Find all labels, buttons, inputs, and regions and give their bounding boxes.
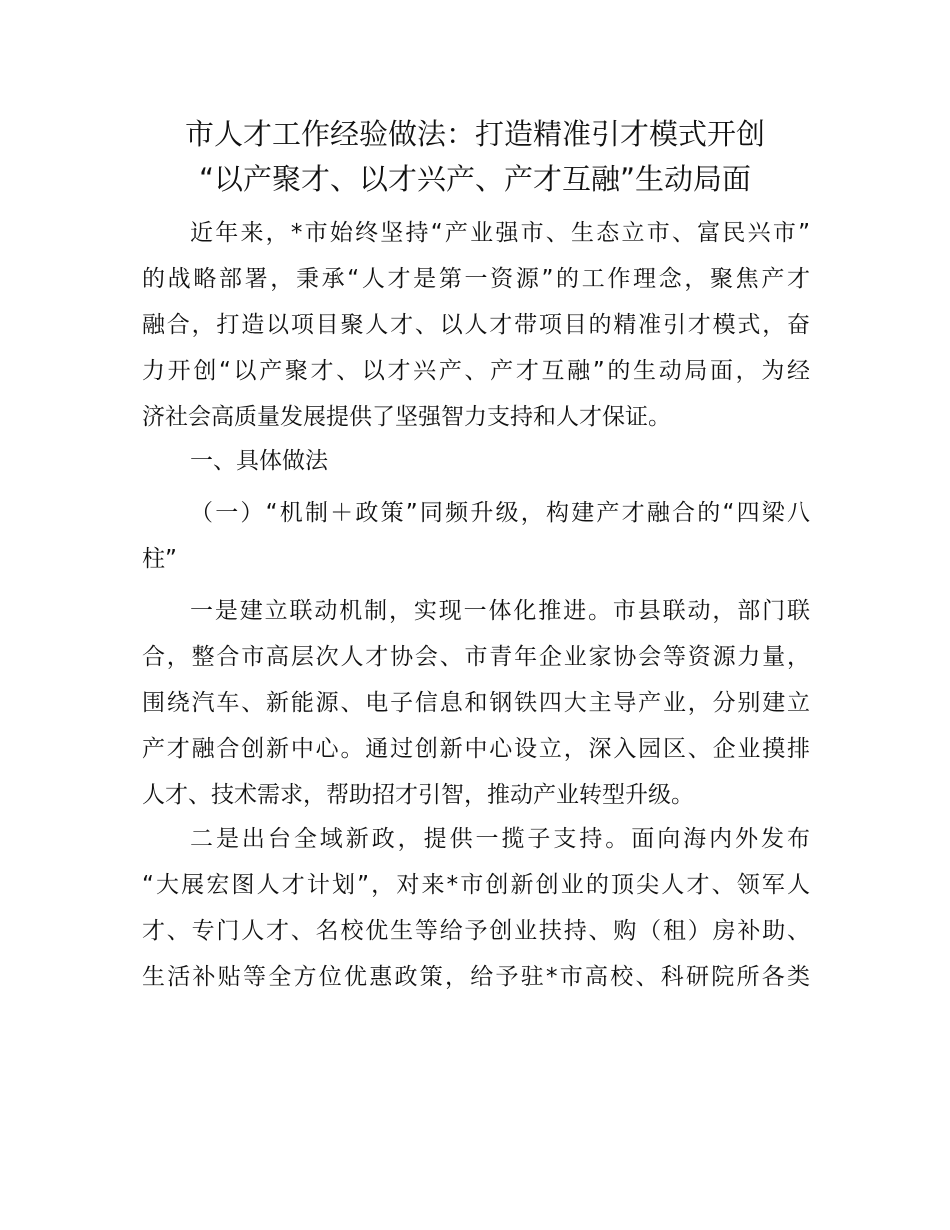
text-line: 一是建立联动机制，实现一体化推进。市县联动，部门联 bbox=[190, 598, 810, 624]
section-heading bbox=[142, 438, 810, 484]
title-line: “以产聚才、以才兴产、产才互融”生动局面 bbox=[198, 162, 752, 196]
text-line: 生活补贴等全方位优惠政策，给予驻*市高校、科研院所各类 bbox=[142, 964, 810, 990]
text-line: （一）“机制＋政策”同频升级，构建产才融合的“四梁八 bbox=[190, 500, 810, 526]
text-line: 柱” bbox=[142, 546, 177, 572]
text-line: 的战略部署，秉承“人才是第一资源”的工作理念，聚焦产才 bbox=[142, 266, 810, 292]
body-paragraph-1 bbox=[142, 588, 810, 818]
subsection-heading bbox=[142, 490, 810, 582]
text-line: “大展宏图人才计划”，对来*市创新创业的顶尖人才、领军人 bbox=[142, 872, 810, 898]
text-line: 二是出台全域新政，提供一揽子支持。面向海内外发布 bbox=[190, 826, 810, 852]
text-line: 济社会高质量发展提供了坚强智力支持和人才保证。 bbox=[142, 404, 671, 430]
text-line: 近年来，*市始终坚持“产业强市、生态立市、富民兴市” bbox=[190, 220, 810, 246]
text-line: 合，整合市高层次人才协会、市青年企业家协会等资源力量， bbox=[142, 644, 810, 670]
text-line: 才、专门人才、名校优生等给予创业扶持、购（租）房补助、 bbox=[142, 918, 810, 944]
text-line: 融合，打造以项目聚人才、以人才带项目的精准引才模式，奋 bbox=[142, 312, 810, 338]
text-line: 产才融合创新中心。通过创新中心设立，深入园区、企业摸排 bbox=[142, 736, 810, 762]
body-paragraph-2 bbox=[142, 816, 810, 1000]
text-line: 一、具体做法 bbox=[190, 448, 328, 474]
intro-paragraph bbox=[142, 210, 810, 440]
title-line: 市人才工作经验做法：打造精准引才模式开创 bbox=[184, 117, 765, 151]
text-line: 围绕汽车、新能源、电子信息和钢铁四大主导产业，分别建立 bbox=[142, 690, 810, 716]
document-title bbox=[120, 112, 830, 202]
text-line: 人才、技术需求，帮助招才引智，推动产业转型升级。 bbox=[142, 782, 694, 808]
text-line: 力开创“以产聚才、以才兴产、产才互融”的生动局面，为经 bbox=[142, 358, 810, 384]
